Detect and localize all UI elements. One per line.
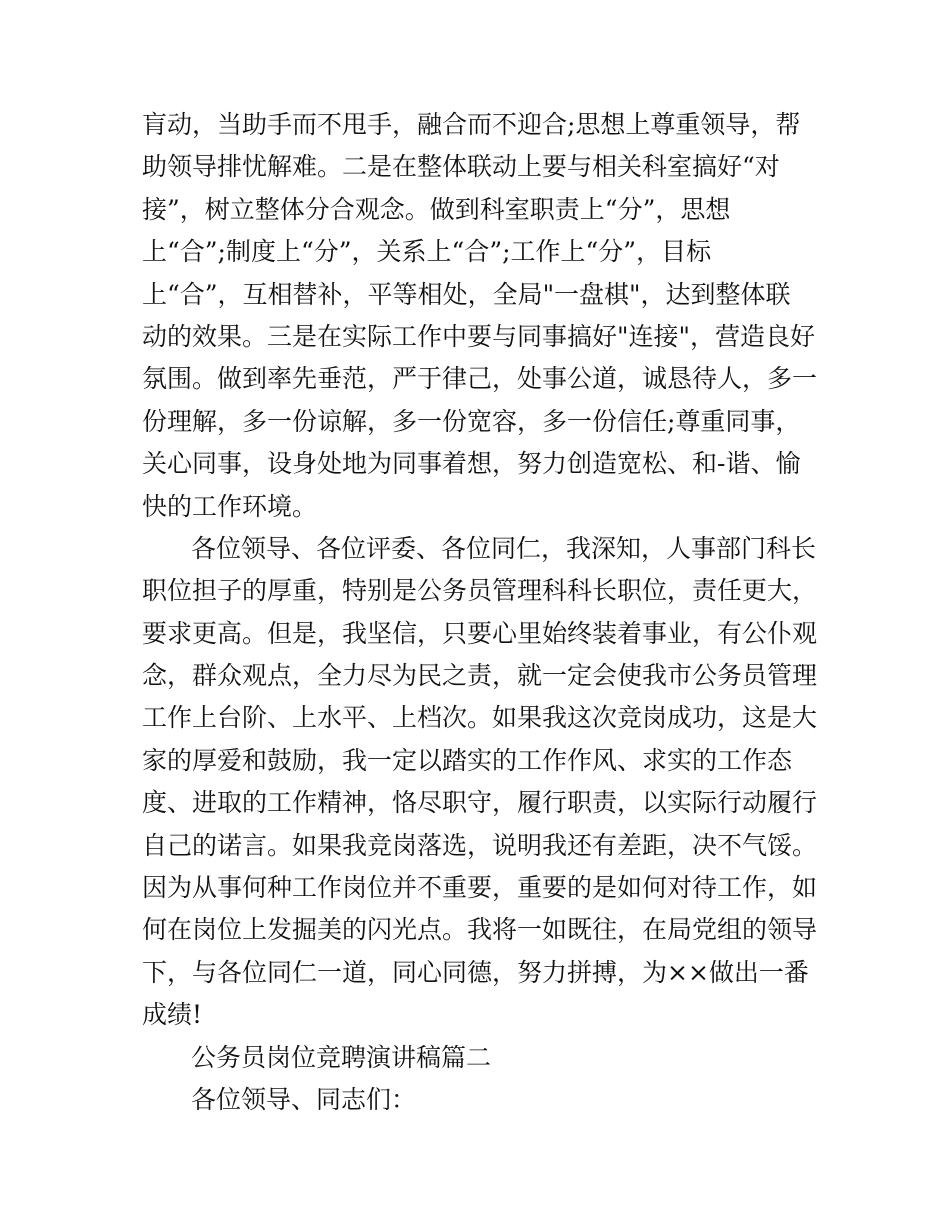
text-line: 助领导排忧解难。二是在整体联动上要与相关科室搞好“对 [142,152,780,182]
text-line: 氛围。做到率先垂范，严于律己，处事公道，诚恳待人，多一 [142,364,818,394]
text-line: 自己的诺言。如果我竞岗落选，说明我还有差距，决不气馁。 [142,830,818,860]
text-line: 家的厚爱和鼓励，我一定以踏实的工作作风、求实的工作态 [142,745,793,775]
text-line: 成绩! [142,1000,203,1030]
salutation: 各位领导、同志们： [191,1084,417,1114]
section-heading: 公务员岗位竞聘演讲稿篇二 [191,1042,492,1072]
text-line: 上“合”;制度上“分”，关系上“合”;工作上“分”，目标 [142,237,712,267]
text-line: 工作上台阶、上水平、上档次。如果我这次竞岗成功，这是大 [142,703,818,733]
text-line: 度、进取的工作精神，恪尽职守，履行职责，以实际行动履行 [142,788,818,818]
text-line: 何在岗位上发掘美的闪光点。我将一如既往，在局党组的领导 [142,915,818,945]
text-line: 要求更高。但是，我坚信，只要心里始终装着事业，有公仆观 [142,618,818,648]
paragraph-start-line: 各位领导、各位评委、各位同仁，我深知，人事部门科长 [191,533,817,563]
text-line: 接”，树立整体分合观念。做到科室职责上“分”，思想 [142,194,731,224]
text-line: 上“合”，互相替补，平等相处，全局"一盘棋"，达到整体联 [142,279,791,309]
text-line: 肓动，当助手而不甩手，融合而不迎合;思想上尊重领导，帮 [142,110,801,139]
text-line: 因为从事何种工作岗位并不重要，重要的是如何对待工作，如 [142,873,818,903]
document-body [142,104,818,1121]
text-line: 快的工作环境。 [142,491,318,521]
text-line: 关心同事，设身处地为同事着想，努力创造宽松、和-谐、愉 [142,449,801,479]
text-line: 下，与各位同仁一道，同心同德，努力拼搏，为××做出一番 [142,957,809,987]
text-line: 念，群众观点，全力尽为民之责，就一定会使我市公务员管理 [142,661,818,691]
text-line: 动的效果。三是在实际工作中要与同事搞好"连接"，营造良好 [142,321,816,351]
text-line: 份理解，多一份谅解，多一份宽容，多一份信任;尊重同事， [142,406,801,436]
text-line: 职位担子的厚重，特别是公务员管理科科长职位，责任更大， [142,576,818,606]
